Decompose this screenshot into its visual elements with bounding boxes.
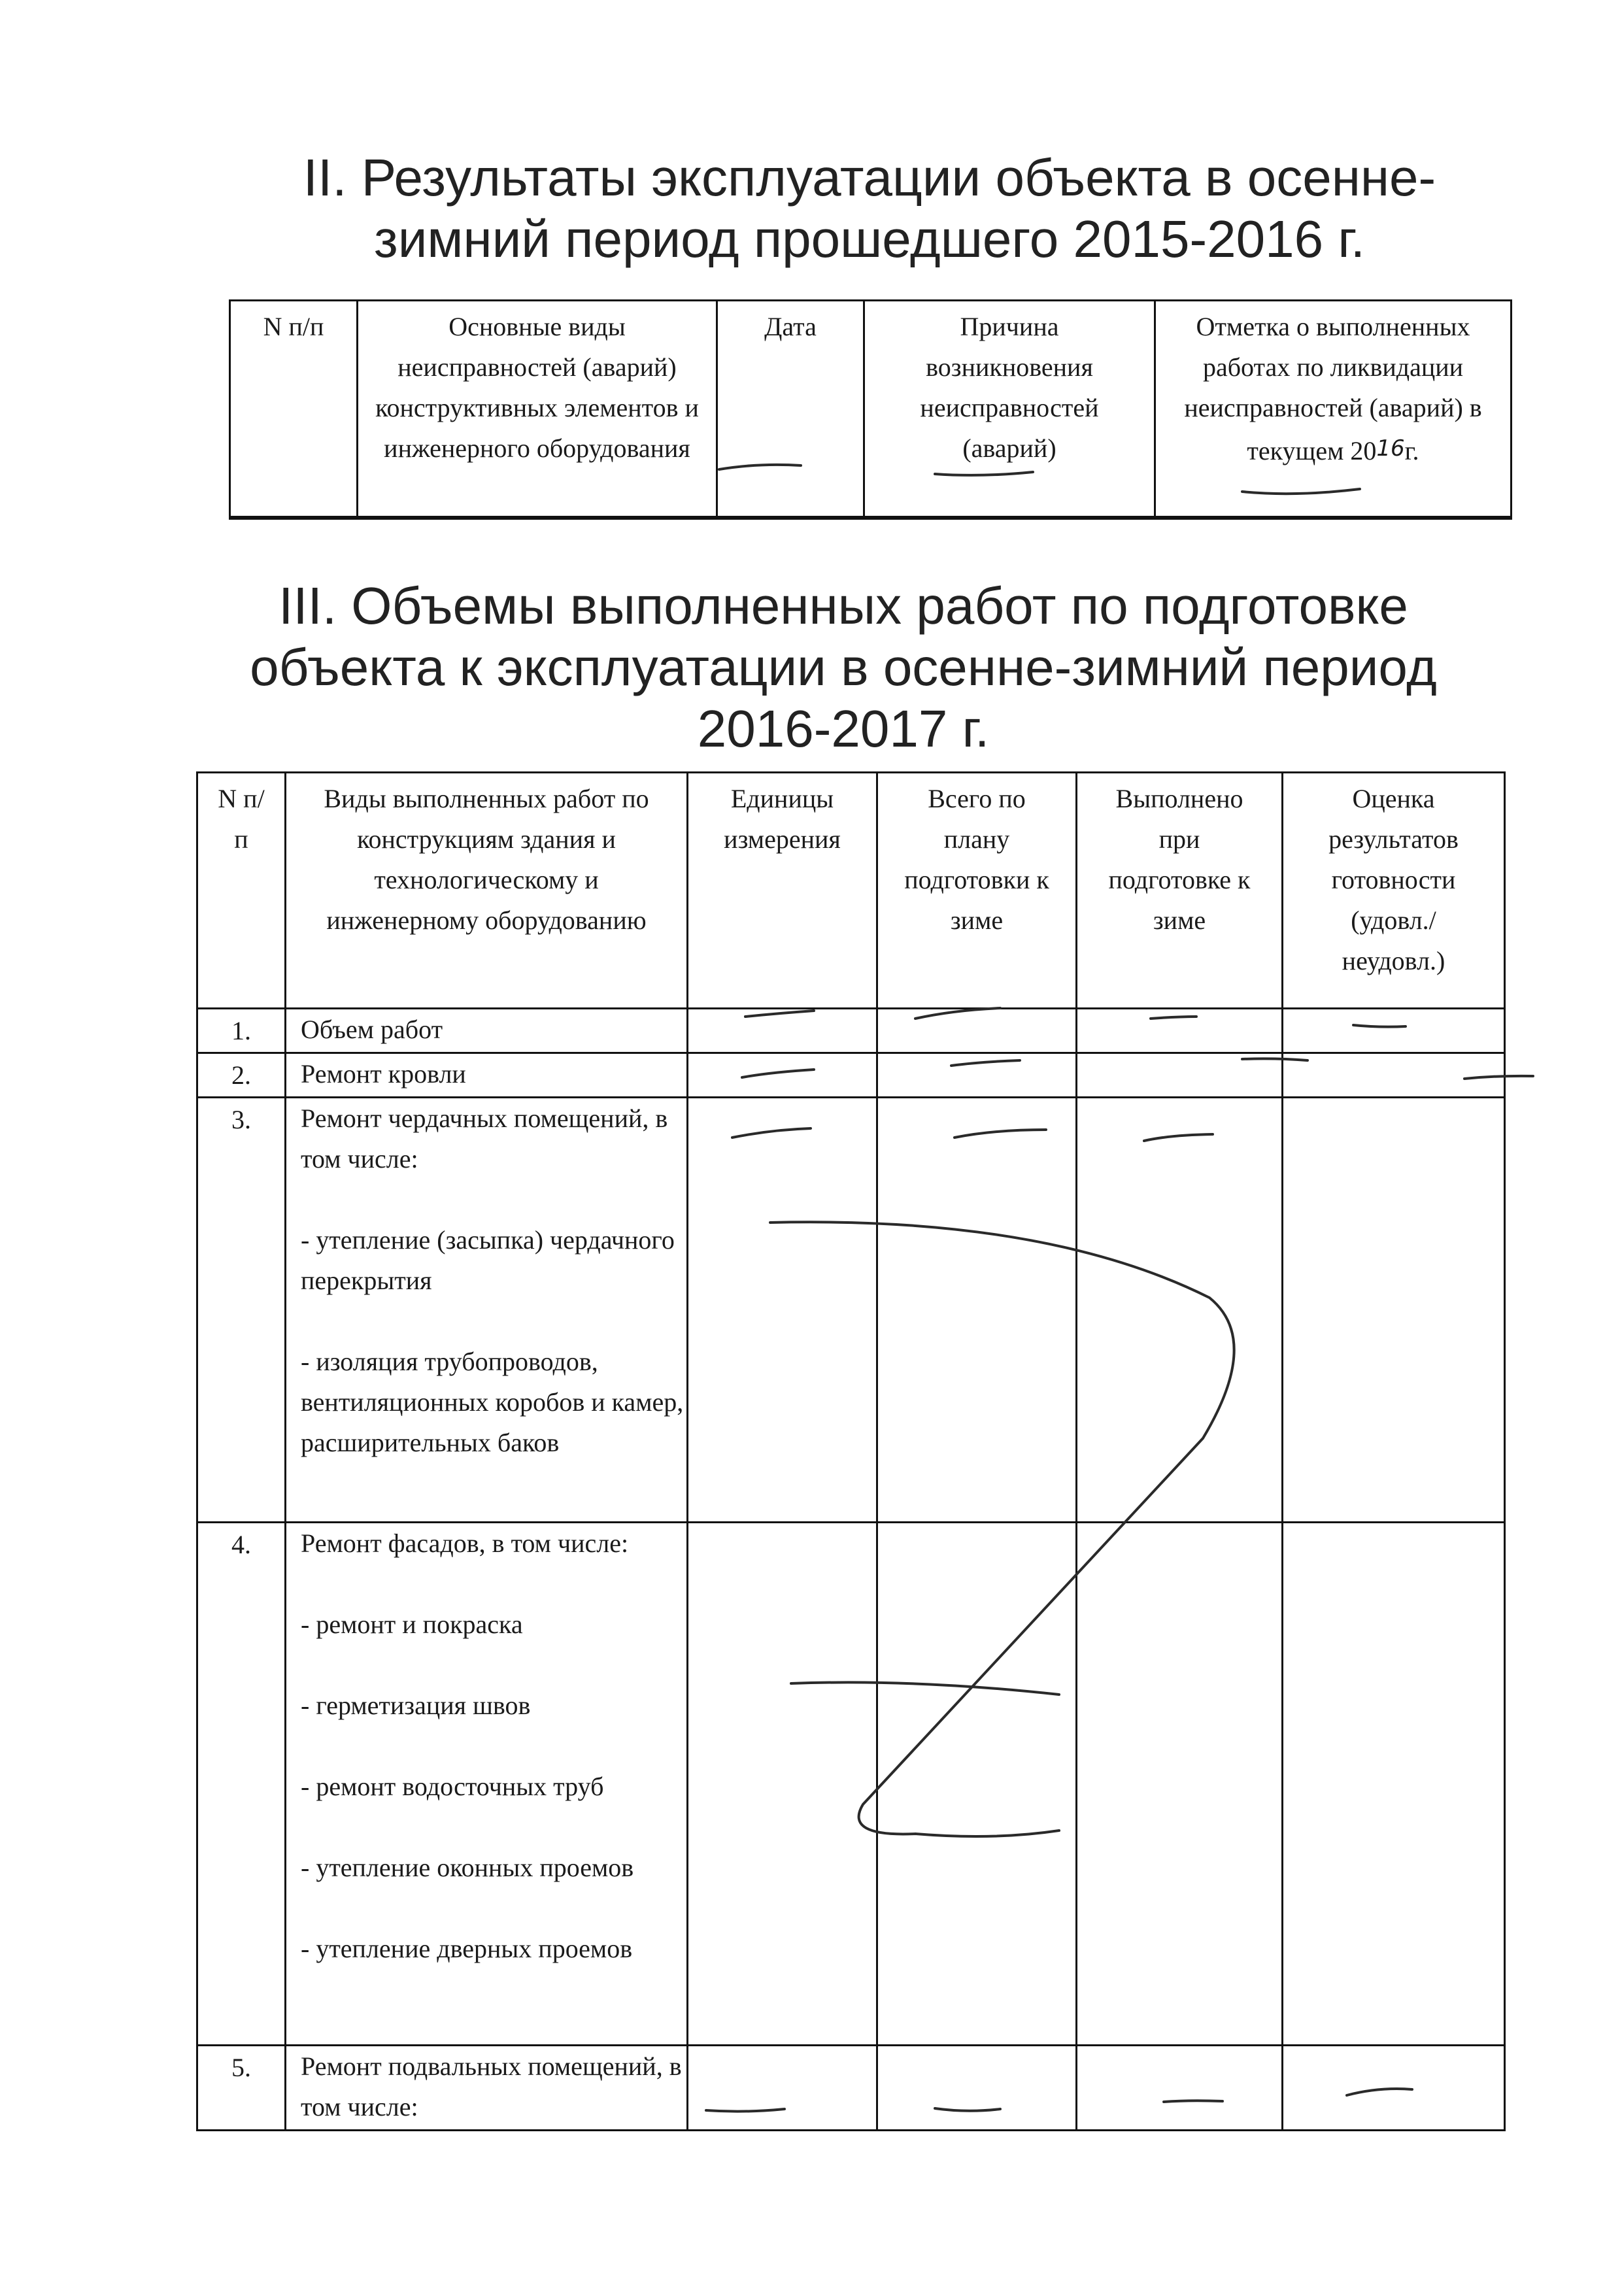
row-description <box>286 1098 688 1523</box>
row-line: Ремонт фасадов, в том числе: <box>301 1528 629 1558</box>
section-3-title <box>222 575 1464 760</box>
row-number: 5. <box>197 2046 286 2131</box>
row-cell <box>1283 2046 1505 2131</box>
faults-col-date: Дата <box>717 301 864 518</box>
table-row <box>197 2046 1505 2131</box>
row-cell <box>1283 1523 1505 2046</box>
row-line: Ремонт чердачных помещений, в том числе: <box>301 1104 668 1173</box>
section-3-title-line-3: 2016-2017 г. <box>697 700 990 758</box>
faults-col-cause: Причина возникновения неисправностей (аварий) <box>864 301 1155 518</box>
works-col-done: Выполнено при подготовке к зиме <box>1077 773 1283 1009</box>
row-line: - утепление (засыпка) чердачного перекрытия <box>301 1225 675 1295</box>
row-cell <box>688 1523 877 2046</box>
row-description: Ремонт подвальных помещений, в том числе: <box>286 2046 688 2131</box>
works-col-work-types: Виды выполненных работ по конструкциям здания и технологическому и инженерному оборудованию <box>286 773 688 1009</box>
faults-col-number: N п/п <box>230 301 358 518</box>
row-line: - утепление оконных проемов <box>301 1853 634 1882</box>
section-2-title <box>248 147 1491 270</box>
row-number: 1. <box>197 1009 286 1053</box>
row-cell <box>688 1009 877 1053</box>
works-col-number: N п/п <box>197 773 286 1009</box>
table-row <box>197 1053 1505 1098</box>
row-number: 2. <box>197 1053 286 1098</box>
row-cell <box>877 1053 1077 1098</box>
row-description: Объем работ <box>286 1009 688 1053</box>
row-cell <box>1077 1098 1283 1523</box>
row-cell <box>1077 1053 1283 1098</box>
row-line: - герметизация швов <box>301 1691 531 1720</box>
row-cell <box>1283 1009 1505 1053</box>
row-cell <box>688 1098 877 1523</box>
works-table <box>196 771 1506 2131</box>
table-row <box>197 1009 1505 1053</box>
row-line: - изоляция трубопроводов, вентиляционных коробов и камер, расширительных баков <box>301 1347 684 1457</box>
section-3-title-line-1: III. Объемы выполненных работ по подготовке <box>279 577 1408 635</box>
table-row <box>197 1523 1505 2046</box>
faults-table-header-row <box>230 301 1512 518</box>
row-description <box>286 1523 688 2046</box>
works-col-planned: Всего по плану подготовки к зиме <box>877 773 1077 1009</box>
faults-table <box>229 299 1512 520</box>
handwritten-year: 16 <box>1376 435 1405 462</box>
faults-col-repair-note-text: Отметка о выполненных работах по ликвидации неисправностей (аварий) в текущем 20 <box>1184 312 1482 465</box>
row-cell <box>1283 1098 1505 1523</box>
section-2-title-line-1: II. Результаты эксплуатации объекта в осенне- <box>303 148 1436 207</box>
row-description: Ремонт кровли <box>286 1053 688 1098</box>
row-cell <box>688 2046 877 2131</box>
row-cell <box>1283 1053 1505 1098</box>
row-cell <box>1077 2046 1283 2131</box>
section-2-title-line-2: зимний период прошедшего 2015-2016 г. <box>374 210 1365 268</box>
row-line: - ремонт водосточных труб <box>301 1772 604 1801</box>
faults-col-repair-note-suffix: г. <box>1404 436 1419 465</box>
row-line: - утепление дверных проемов <box>301 1934 633 1963</box>
row-cell <box>877 2046 1077 2131</box>
table-row <box>197 1098 1505 1523</box>
row-cell <box>688 1053 877 1098</box>
works-table-header-row <box>197 773 1505 1009</box>
row-cell <box>1077 1523 1283 2046</box>
row-cell <box>877 1098 1077 1523</box>
row-cell <box>877 1523 1077 2046</box>
faults-col-repair-note <box>1155 301 1512 518</box>
row-cell <box>1077 1009 1283 1053</box>
works-col-assessment: Оценка результатов готовности (удовл./ неудовл.) <box>1283 773 1505 1009</box>
section-3-title-line-2: объекта к эксплуатации в осенне-зимний период <box>250 638 1437 696</box>
row-number: 3. <box>197 1098 286 1523</box>
row-line: - ремонт и покраска <box>301 1610 523 1639</box>
row-cell <box>877 1009 1077 1053</box>
row-number: 4. <box>197 1523 286 2046</box>
works-col-units: Единицы измерения <box>688 773 877 1009</box>
faults-col-fault-types: Основные виды неисправностей (аварий) конструктивных элементов и инженерного оборудования <box>358 301 717 518</box>
